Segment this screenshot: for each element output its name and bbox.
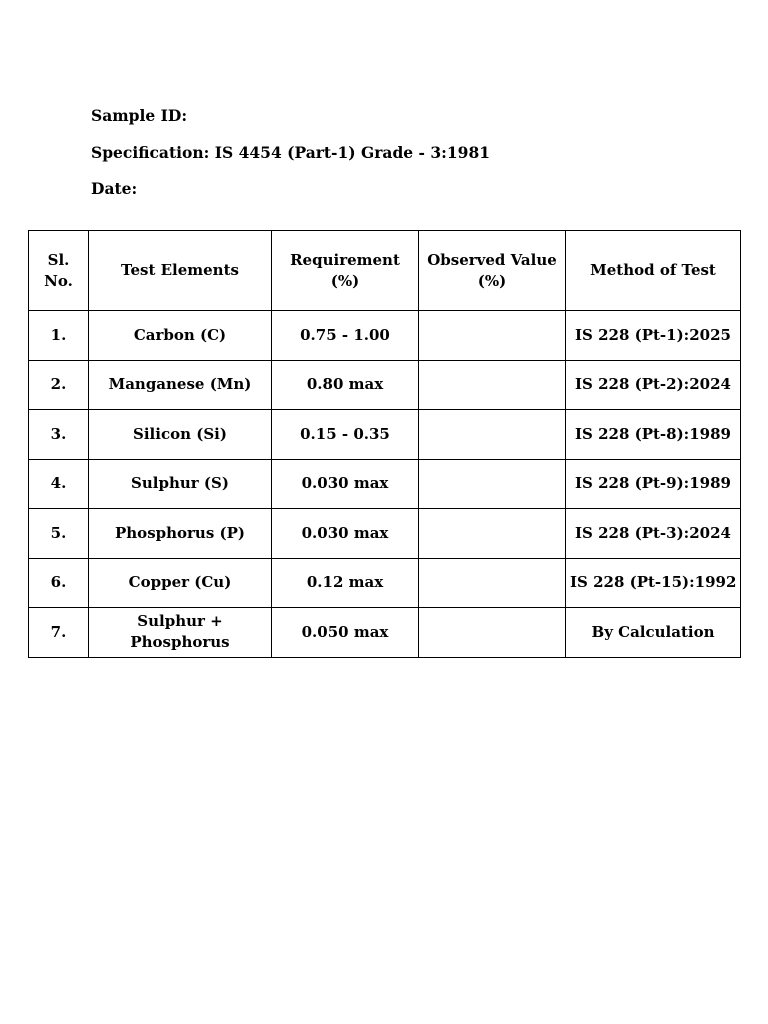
row-sl-no: 5. <box>29 509 89 559</box>
row-observed-value[interactable] <box>419 360 566 410</box>
row-method: By Calculation <box>566 608 741 658</box>
table-row <box>29 509 741 559</box>
row-element: Sulphur (S) <box>89 459 272 509</box>
sample-info <box>91 104 490 214</box>
table-row <box>29 311 741 361</box>
row-sl-no: 2. <box>29 360 89 410</box>
row-requirement: 0.030 max <box>272 509 419 559</box>
row-element: Carbon (C) <box>89 311 272 361</box>
table-row <box>29 459 741 509</box>
row-element: Copper (Cu) <box>89 558 272 608</box>
row-method: IS 228 (Pt-8):1989 <box>566 410 741 460</box>
date-label: Date: <box>91 179 138 198</box>
column-header-observed-value: Observed Value (%) <box>419 231 566 311</box>
specification-label: Specification: IS 4454 (Part-1) Grade - 3:1981 <box>91 142 491 162</box>
column-header-method-of-test: Method of Test <box>566 231 741 311</box>
row-method: IS 228 (Pt-9):1989 <box>566 459 741 509</box>
row-requirement: 0.12 max <box>272 558 419 608</box>
table-row <box>29 360 741 410</box>
table-header-row <box>29 231 741 311</box>
sample-id-label: Sample ID: <box>91 106 188 125</box>
row-element: Silicon (Si) <box>89 410 272 460</box>
row-observed-value[interactable] <box>419 311 566 361</box>
row-requirement: 0.030 max <box>272 459 419 509</box>
row-sl-no: 1. <box>29 311 89 361</box>
row-element: Sulphur + Phosphorus <box>89 608 272 658</box>
row-sl-no: 3. <box>29 410 89 460</box>
row-observed-value[interactable] <box>419 509 566 559</box>
row-observed-value[interactable] <box>419 608 566 658</box>
row-element: Manganese (Mn) <box>89 360 272 410</box>
table-row <box>29 558 741 608</box>
row-observed-value[interactable] <box>419 459 566 509</box>
column-header-requirement: Requirement (%) <box>272 231 419 311</box>
row-method: IS 228 (Pt-15):1992 <box>566 558 741 608</box>
row-method: IS 228 (Pt-2):2024 <box>566 360 741 410</box>
row-sl-no: 6. <box>29 558 89 608</box>
row-requirement: 0.050 max <box>272 608 419 658</box>
row-element: Phosphorus (P) <box>89 509 272 559</box>
row-observed-value[interactable] <box>419 558 566 608</box>
row-requirement: 0.75 - 1.00 <box>272 311 419 361</box>
column-header-test-elements: Test Elements <box>89 231 272 311</box>
row-method: IS 228 (Pt-1):2025 <box>566 311 741 361</box>
table-row <box>29 410 741 460</box>
row-observed-value[interactable] <box>419 410 566 460</box>
row-method: IS 228 (Pt-3):2024 <box>566 509 741 559</box>
row-sl-no: 7. <box>29 608 89 658</box>
table-row <box>29 608 741 658</box>
row-requirement: 0.80 max <box>272 360 419 410</box>
chemical-composition-table <box>28 230 741 658</box>
row-sl-no: 4. <box>29 459 89 509</box>
column-header-sl-no: Sl. No. <box>29 231 89 311</box>
row-requirement: 0.15 - 0.35 <box>272 410 419 460</box>
